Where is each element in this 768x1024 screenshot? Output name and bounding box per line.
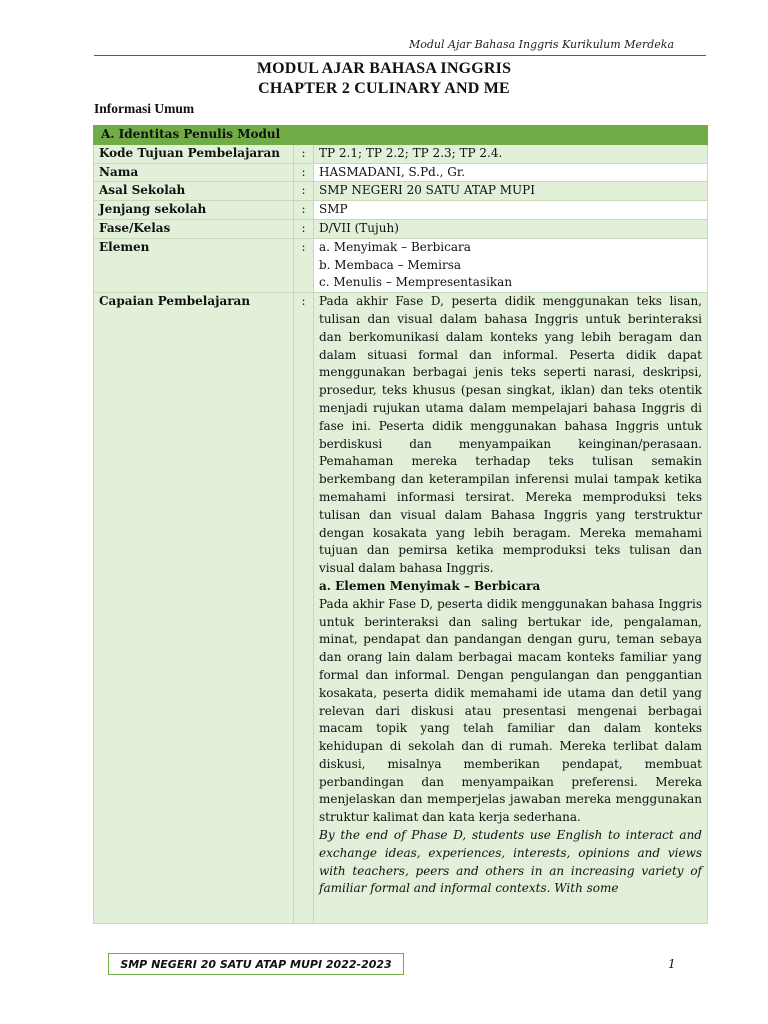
label-capaian-pembelajaran: Capaian Pembelajaran — [94, 293, 294, 924]
colon: : — [294, 219, 314, 238]
label-elemen: Elemen — [94, 238, 294, 292]
row-asal-sekolah — [94, 182, 708, 201]
value-kode-tujuan: TP 2.1; TP 2.2; TP 2.3; TP 2.4. — [314, 144, 708, 163]
capaian-intro-paragraph: Pada akhir Fase D, peserta didik menggunakan teks lisan, tulisan dan visual dalam bahasa Inggris untuk berinteraksi dan berkomunikasi dalam konteks yang lebih beragam dan dalam situasi formal dan informal. Peserta didik dapat menggunakan berbagai jenis teks seperti narasi, deskripsi, prosedur, teks khusus (pesan singkat, iklan) dan teks otentik menjadi rujukan utama dalam mempelajari bahasa Inggris di fase ini. Peserta didik menggunakan bahasa Inggris untuk berdiskusi dan menyampaikan keinginan/perasaan. Pemahaman mereka terhadap teks tulisan semakin berkembang dan keterampilan inferensi mulai tampak ketika memahami informasi tersirat. Mereka memproduksi teks tulisan dan visual dalam Bahasa Inggris yang terstruktur dengan kosakata yang lebih beragam. Mereka memahami tujuan dan pemirsa ketika memproduksi teks tulisan dan visual dalam bahasa Inggris. — [319, 294, 702, 576]
row-capaian-pembelajaran — [94, 293, 708, 924]
label-kode-tujuan: Kode Tujuan Pembelajaran — [94, 144, 294, 163]
colon: : — [294, 238, 314, 292]
row-nama — [94, 163, 708, 182]
elemen-menyimak-paragraph: Pada akhir Fase D, peserta didik menggunakan bahasa Inggris untuk berinteraksi dan saling bertukar ide, pengalaman, minat, pendapat dan pandangan dengan guru, teman sebaya dan orang lain dalam berbagai macam konteks familiar yang formal dan informal. Dengan pengulangan dan penggantian kosakata, peserta didik memahami ide utama dan detil yang relevan dari diskusi atau presentasi mengenai berbagai macam topik yang telah familiar dan dalam konteks kehidupan di sekolah dan di rumah. Mereka terlibat dalam diskusi, misalnya memberikan pendapat, membuat perbandingan dan menyampaikan preferensi. Mereka menjelaskan dan memperjelas jawaban mereka menggunakan struktur kalimat dan kata kerja sederhana. — [319, 596, 702, 825]
section-title: A. Identitas Penulis Modul — [94, 126, 708, 145]
colon: : — [294, 144, 314, 163]
document-title: MODUL AJAR BAHASA INGGRIS — [256, 60, 512, 77]
document-subtitle: CHAPTER 2 CULINARY AND ME — [258, 80, 510, 97]
colon: : — [294, 201, 314, 220]
colon: : — [294, 293, 314, 924]
row-jenjang-sekolah — [94, 201, 708, 220]
elemen-menyimak-heading: a. Elemen Menyimak – Berbicara — [319, 578, 541, 593]
identitas-table — [93, 125, 708, 924]
english-paragraph: By the end of Phase D, students use English to interact and exchange ideas, experiences, interests, opinions and views with teachers, peers and others in an increasing variety of familiar formal and informal contexts. With some — [319, 828, 702, 896]
value-jenjang-sekolah: SMP — [314, 201, 708, 220]
row-kode-tujuan — [94, 144, 708, 163]
value-elemen — [314, 238, 708, 292]
value-fase-kelas: D/VII (Tujuh) — [314, 219, 708, 238]
label-nama: Nama — [94, 163, 294, 182]
footer-school-year: SMP NEGERI 20 SATU ATAP MUPI 2022-2023 — [108, 953, 404, 975]
row-elemen — [94, 238, 708, 292]
elemen-item: c. Menulis – Mempresentasikan — [319, 275, 513, 290]
value-capaian-pembelajaran — [314, 293, 708, 924]
header-divider — [94, 55, 706, 56]
colon: : — [294, 182, 314, 201]
colon: : — [294, 163, 314, 182]
label-fase-kelas: Fase/Kelas — [94, 219, 294, 238]
value-nama: HASMADANI, S.Pd., Gr. — [314, 163, 708, 182]
label-jenjang-sekolah: Jenjang sekolah — [94, 201, 294, 220]
running-header: Modul Ajar Bahasa Inggris Kurikulum Merdeka — [408, 38, 674, 51]
section-header-row — [94, 126, 708, 145]
value-asal-sekolah: SMP NEGERI 20 SATU ATAP MUPI — [314, 182, 708, 201]
page-number: 1 — [668, 957, 676, 971]
elemen-item: a. Menyimak – Berbicara — [319, 239, 471, 254]
row-fase-kelas — [94, 219, 708, 238]
label-asal-sekolah: Asal Sekolah — [94, 182, 294, 201]
info-umum-heading: Informasi Umum — [94, 101, 195, 116]
elemen-item: b. Membaca – Memirsa — [319, 257, 462, 272]
